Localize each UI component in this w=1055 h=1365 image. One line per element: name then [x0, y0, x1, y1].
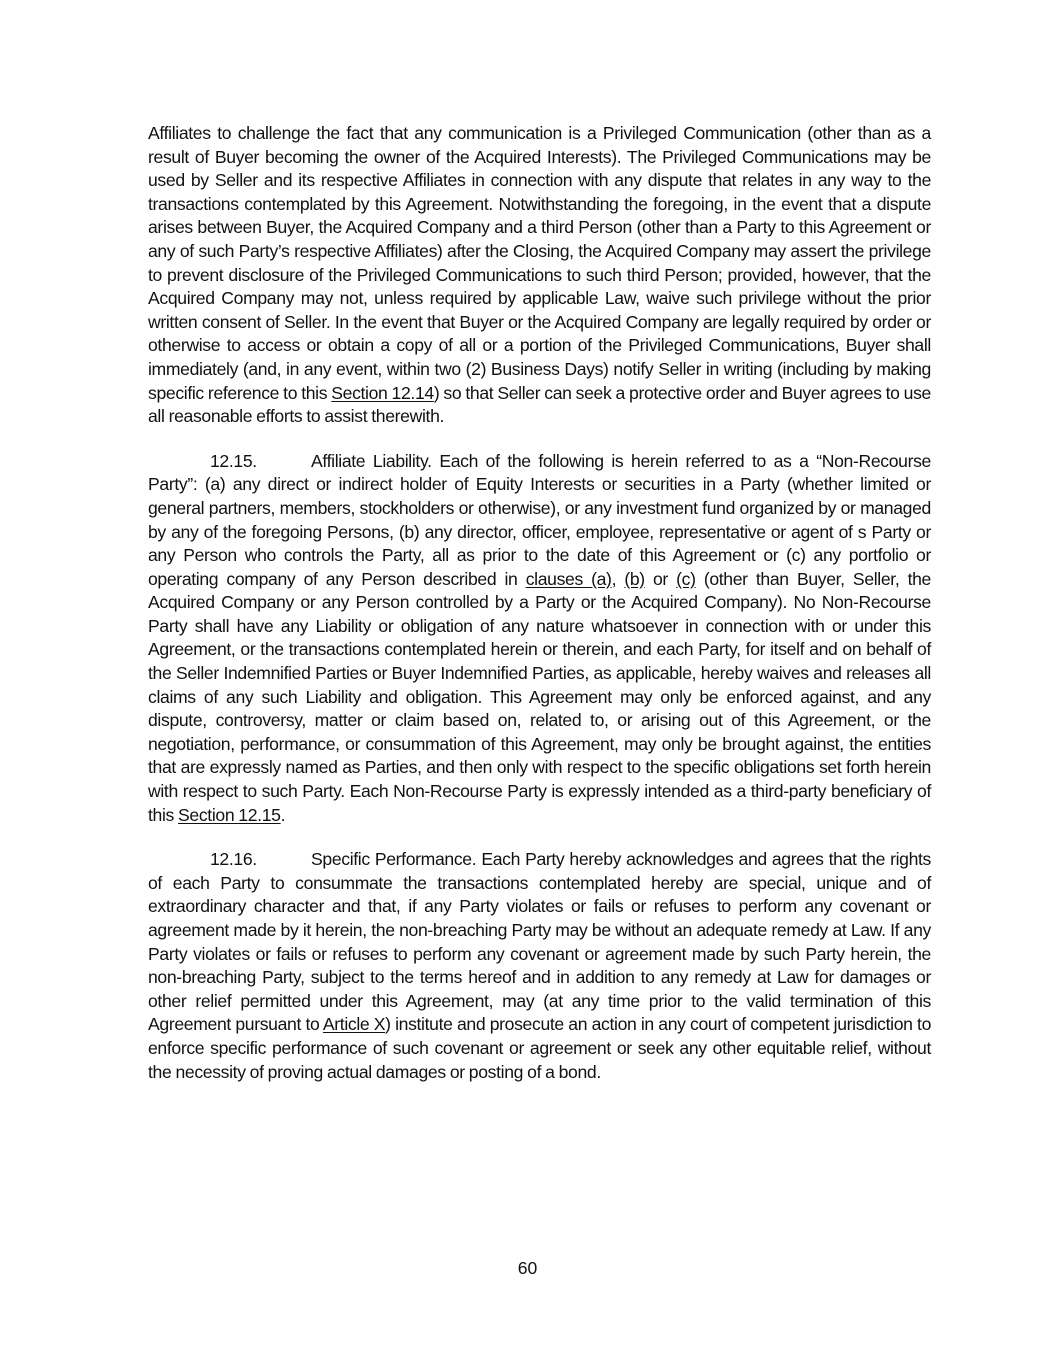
section-heading: Specific Performance.: [311, 849, 477, 870]
paragraph-text: ) so that Seller can seek a protective order and Buyer agrees to use all reasonable efforts to assist therewith.: [148, 382, 931, 427]
section-number: 12.16.: [210, 849, 257, 870]
paragraph-privileged-communications: [148, 122, 931, 429]
paragraph-text: (other than Buyer, Seller, the Acquired Company or any Person controlled by a Party or the Acquired Company). No Non-Recourse Party shall have any Liability or obligation of any nature whatsoever in connection with or under this Agreement, or the transactions contemplated herein or therein, and each Party, for itself and on behalf of the Seller Indemnified Parties or Buyer Indemnified Parties, as applicable, hereby waives and releases all claims of any such Liability and obligation. This Agreement may only be enforced against, and any dispute, controversy, matter or claim based on, related to, or arising out of this Agreement, or the negotiation, performance, or consummation of this Agreement, may only be brought against, the entities that are expressly named as Parties, and then only with respect to the specific obligations set forth herein with respect to such Party. Each Non-Recourse Party is expressly intended as a third-party beneficiary of this: [148, 568, 931, 825]
section-12-16-specific-performance: [148, 848, 931, 1084]
clause-c-reference: (c): [676, 568, 696, 589]
separator-text: ,: [611, 568, 625, 589]
section-heading: Affiliate Liability.: [311, 450, 432, 471]
clause-a-reference: clauses (a): [525, 568, 612, 589]
paragraph-text: Each Party hereby acknowledges and agrees that the rights of each Party to consummate the transactions contemplated hereby are special, unique and of extraordinary character and that, if any Party violates or fails or refuses to perform any covenant or agreement made by it herein, the non-breaching Party may be without an adequate remedy at Law. If any Party violates or fails or refuses to perform any covenant or agreement made by such Party herein, the non-breaching Party, subject to the terms hereof and in addition to any remedy at Law for damages or other relief permitted under this Agreement, may (at any time prior to the valid termination of this Agreement pursuant to: [148, 849, 931, 1035]
section-number: 12.15.: [210, 450, 257, 471]
page-number: 60: [517, 1258, 538, 1278]
article-x-reference: Article X: [322, 1014, 386, 1035]
paragraph-text: Affiliates to challenge the fact that any communication is a Privileged Communication (other than as a result of Buyer becoming the owner of the Acquired Interests). The Privileged Communications may be used by Seller and its respective Affiliates in connection with any dispute that relates in any way to the transactions contemplated by this Agreement. Notwithstanding the foregoing, in the event that a dispute arises between Buyer, the Acquired Company and a third Person (other than a Party to this Agreement or any of such Party’s respective Affiliates) after the Closing, the Acquired Company may assert the privilege to prevent disclosure of the Privileged Communications to such third Person; provided, however, that the Acquired Company may not, unless required by applicable Law, waive such privilege without the prior written consent of Seller. In the event that Buyer or the Acquired Company are legally required by order or otherwise to access or obtain a copy of all or a portion of the Privileged Communications, Buyer shall immediately (and, in any event, within two (2) Business Days) notify Seller in writing (including by making specific reference to this: [148, 123, 931, 403]
separator-text: or: [644, 568, 677, 589]
clause-b-reference: (b): [624, 568, 645, 589]
paragraph-text: Each of the following is herein referred to as a “Non-Recourse Party”: (a) any direct or indirect holder of Equity Interests or securities in a Party (whether limited or general partners, members, stockholders or otherwise), or any investment fund organized by or managed by any of the foregoing Persons, (b) any director, officer, employee, representative or agent of s Party or any Person who controls the Party, all as prior to the date of this Agreement or (c) any portfolio or operating company of any Person described in: [148, 450, 931, 589]
section-12-15-reference: Section 12.15: [178, 804, 281, 825]
section-12-14-reference: Section 12.14: [331, 382, 434, 403]
paragraph-text: .: [280, 804, 286, 825]
document-page: [148, 122, 931, 1084]
section-12-15-affiliate-liability: [148, 450, 931, 828]
paragraph-text: ) institute and prosecute an action in any court of competent jurisdiction to enforce specific performance of such covenant or agreement or seek any other equitable relief, without the necessity of proving actual damages or posting of a bond.: [148, 1014, 931, 1082]
